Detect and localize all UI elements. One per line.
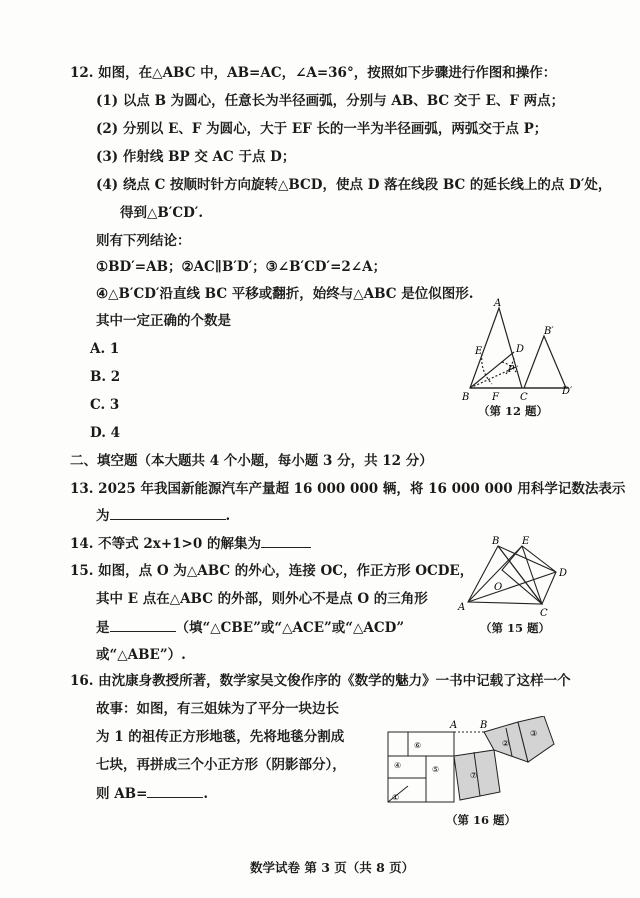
q16-line-3: 为 1 的祖传正方形地毯，先将地毯分割成 [96, 729, 345, 745]
q16-piece-7: ⑦ [470, 771, 478, 780]
q12-option-b: B. 2 [90, 369, 121, 385]
q15-line-1: 15. 如图，点 O 为△ABC 的外心，连接 OC，作正方形 OCDE， [70, 563, 474, 579]
q16-piece-4: ④ [394, 761, 402, 770]
q12-stem: 12. 如图，在△ABC 中，AB=AC，∠A=36°，按照如下步骤进行作图和操作： [70, 65, 557, 81]
section-2-title: 二、填空题（本大题共 4 个小题，每小题 3 分，共 12 分） [70, 453, 433, 469]
q12-option-d: D. 4 [90, 425, 121, 441]
q14-answer-blank[interactable] [261, 534, 311, 548]
q16-label-b: B [480, 720, 488, 731]
q14-line [70, 534, 311, 553]
q16-prefix: 则 AB= [96, 786, 148, 802]
q12-step-4: (4) 绕点 C 按顺时针方向旋转△BCD，使点 D 落在线段 BC 的延长线上的点 D′处， [96, 177, 612, 193]
q16-piece-2: ② [502, 739, 510, 748]
q15-label-a: A [458, 602, 466, 613]
q16-piece-5: ⑤ [432, 765, 440, 774]
q15-line-3 [96, 618, 404, 637]
q15-label-o: O [494, 582, 503, 593]
q15-label-b: B [492, 536, 500, 547]
q12-conclusions-2: ④△B′CD′沿直线 BC 平移或翻折，始终与△ABC 是位似图形. [96, 286, 474, 302]
q15-label-c: C [540, 608, 548, 618]
q16-line-5 [96, 784, 208, 803]
q12-step-1: (1) 以点 B 为圆心，任意长为半径画弧，分别与 AB、BC 交于 E、F 两点； [96, 93, 565, 109]
q16-label-a: A [450, 720, 458, 731]
q15-label-d: D [559, 568, 568, 579]
q16-piece-1: ① [392, 793, 400, 802]
q13-line-1: 13. 2025 年我国新能源汽车产量超 16 000 000 辆，将 16 000 000 用科学记数法表示 [70, 481, 626, 497]
q12-label-d-prime: D′ [562, 386, 573, 397]
q12-option-c: C. 3 [90, 397, 120, 413]
page-footer: 数学试卷 第 3 页（共 8 页） [250, 860, 415, 875]
q16-caption: （第 16 题） [446, 813, 517, 827]
q12-label-f: F [492, 392, 499, 403]
q13-suffix: . [225, 508, 231, 524]
q14-text: 14. 不等式 2x+1>0 的解集为 [70, 536, 261, 552]
q16-piece-3: ③ [530, 729, 538, 738]
q12-intro: 则有下列结论： [96, 233, 191, 249]
q12-label-b-prime: B′ [544, 326, 554, 337]
q12-label-d: D [516, 344, 525, 355]
q12-step-4-cont: 得到△B′CD′. [120, 205, 204, 221]
q12-step-3: (3) 作射线 BP 交 AC 于点 D； [96, 149, 296, 165]
q16-line-2: 故事：如图，有三姐妹为了平分一块边长 [96, 701, 339, 717]
q12-label-a: A [494, 298, 502, 309]
q15-caption: （第 15 题） [480, 621, 551, 635]
q15-prefix: 是 [96, 620, 110, 636]
q12-conclusions-1: ①BD′=AB；②AC∥B′D′；③∠B′CD′=2∠A； [96, 259, 387, 275]
q12-figure [458, 296, 588, 406]
q12-caption: （第 12 题） [478, 404, 549, 418]
q13-prefix: 为 [96, 508, 110, 524]
q16-piece-6: ⑥ [414, 741, 422, 750]
q15-suffix: （填“△CBE”或“△ACE”或“△ACD” [175, 620, 405, 636]
q15-line-4: 或“△ABE”）. [96, 647, 186, 663]
q12-question: 其中一定正确的个数是 [96, 313, 231, 329]
q12-label-c: C [520, 392, 528, 403]
q16-line-1: 16. 由沈康身教授所著，数学家吴文俊作序的《数学的魅力》一书中记载了这样一个 [70, 673, 571, 689]
q12-step-2: (2) 分别以 E、F 为圆心，大于 EF 长的一半为半径画弧，两弧交于点 P； [96, 121, 548, 137]
q12-label-p: P [508, 365, 515, 375]
q15-label-e: E [522, 536, 530, 547]
q16-line-4: 七块，再拼成三个小正方形（阴影部分）， [96, 757, 346, 773]
q12-option-a: A. 1 [90, 341, 120, 357]
q12-label-b: B [462, 392, 470, 403]
q16-answer-blank[interactable] [147, 784, 203, 798]
q15-answer-blank[interactable] [110, 618, 176, 632]
q12-label-e: E [475, 346, 483, 357]
q13-answer-blank[interactable] [110, 506, 226, 520]
q15-line-2: 其中 E 点在△ABC 的外部，则外心不是点 O 的三角形 [96, 591, 428, 607]
q16-figure [384, 716, 560, 808]
q13-line-2 [96, 506, 230, 525]
q15-figure [456, 534, 576, 618]
q16-suffix: . [203, 786, 209, 802]
